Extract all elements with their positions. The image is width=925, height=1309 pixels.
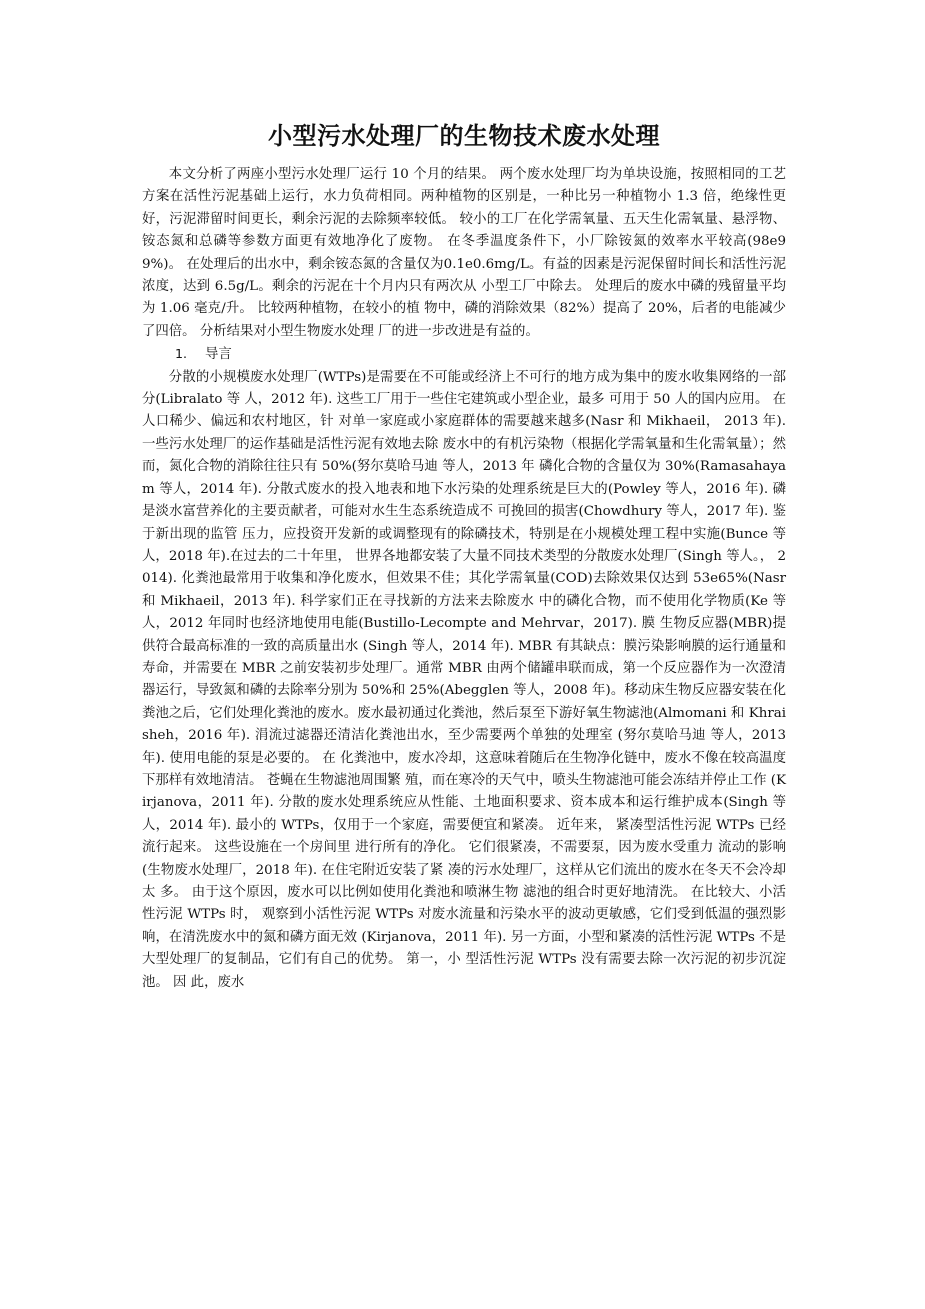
document-title: 小型污水处理厂的生物技术废水处理	[268, 121, 660, 150]
section-title: 导言	[205, 347, 232, 363]
introduction-paragraph: 分散的小规模废水处理厂(WTPs)是需要在不可能或经济上不可行的地方成为集中的废水收集网络的一部分(Libralato 等 人，2012 年). 这些工厂用于一些住宅建筑或小型企业，最多 可用于 50 人的国内应用。 在人口稀少、偏远和农村地区，针 对单一家庭或小家庭群体的需要越来越多(Nasr 和 Mikhaeil， 2013 年). 一些污水处理厂的运作基础是活性污泥有效地去除 废水中的有机污染物（根据化学需氧量和生化需氧量）；然 而，氮化合物的消除往往只有 50%(努尔莫哈马迪 等人，2013 年 磷化合物的含量仅为 30%(Ramasahayam 等人，2014 年). 分散式废水的投入地表和地下水污染的处理系统是巨大的(Powley 等人，2016 年). 磷是淡水富营养化的主要贡献者，可能对水生生态系统造成不 可挽回的损害(Chowdhury 等人，2017 年). 鉴于新出现的监管 压力，应投资开发新的或调整现有的除磷技术，特别是在小规模处理工程中实施(Bunce 等人，2018 年).在过去的二十年里， 世界各地都安装了大量不同技术类型的分散废水处理厂(Singh 等人。， 2014). 化粪池最常用于收集和净化废水，但效果不佳；其化学需氧量(COD)去除效果仅达到 53e65%(Nasr 和 Mikhaeil，2013 年). 科学家们正在寻找新的方法来去除废水 中的磷化合物，而不使用化学物质(Ke 等人，2012 年同时也经济地使用电能(Bustillo-Lecompte and Mehrvar，2017). 膜 生物反应器(MBR)提供符合最高标准的一致的高质量出水 (Singh 等人，2014 年). MBR 有其缺点：膜污染影响膜的运行通量和寿命，并需要在 MBR 之前安装初步处理厂。通常 MBR 由两个储罐串联而成，第一个反应器作为一次澄清器运行，导致氮和磷的去除率分别为 50%和 25%(Abegglen 等人，2008 年)。移动床生物反应器安装在化粪池之后，它们处理化粪池的废水。废水最初通过化粪池，然后泵至下游好氧生物滤池(Almomani 和 Khraisheh，2016 年). 涓流过滤器还清洁化粪池出水，至少需要两个单独的处理室 (努尔莫哈马迪 等人，2013 年). 使用电能的泵是必要的。 在 化粪池中，废水冷却，这意味着随后在生物净化链中，废水不像在较高温度下那样有效地清洁。 苍蝇在生物滤池周围繁 殖，而在寒冷的天气中，喷头生物滤池可能会冻结并停止工作 (Kirjanova，2011 年). 分散的废水处理系统应从性能、土地面积要求、资本成本和运行维护成本(Singh 等人，2014 年). 最小的 WTPs，仅用于一个家庭，需要便宜和紧凑。 近年来， 紧凑型活性污泥 WTPs 已经流行起来。 这些设施在一个房间里 进行所有的净化。 它们很紧凑，不需要泵，因为废水受重力 流动的影响(生物废水处理厂，2018 年). 在住宅附近安装了紧 凑的污水处理厂，这样从它们流出的废水在冬天不会冷却太 多。 由于这个原因，废水可以比例如使用化粪池和喷淋生物 滤池的组合时更好地清洗。 在比较大、小活性污泥 WTPs 时， 观察到小活性污泥 WTPs 对废水流量和污染水平的波动更敏感，它们受到低温的强烈影响，在清洗废水中的氮和磷方面无效 (Kirjanova，2011 年). 另一方面，小型和紧凑的活性污泥 WTPs 不是大型处理厂的复制品，它们有自己的优势。 第一，小 型活性污泥 WTPs 没有需要去除一次污泥的初步沉淀池。 因 此，废水	[142, 369, 786, 990]
section-heading	[142, 343, 786, 366]
section-number: 1.	[175, 346, 188, 362]
abstract-paragraph: 本文分析了两座小型污水处理厂运行 10 个月的结果。 两个废水处理厂均为单块设施，按照相同的工艺方案在活性污泥基础上运行，水力负荷相同。两种植物的区别是，一种比另一种植物小 1.3 倍，绝缘性更好，污泥滞留时间更长，剩余污泥的去除频率较低。 较小的工厂在化学需氧量、五天生化需氧量、悬浮物、铵态氮和总磷等参数方面更有效地净化了废物。 在冬季温度条件下，小厂除铵氮的效率水平较高(98e99%)。 在处理后的出水中，剩余铵态氮的含量仅为0.1e0.6mg/L。有益的因素是污泥保留时间长和活性污泥浓度，达到 6.5g/L。剩余的污泥在十个月内只有两次从 小型工厂中除去。 处理后的废水中磷的残留量平均为 1.06 毫克/升。 比较两种植物，在较小的植 物中，磷的消除效果（82%）提高了 20%，后者的电能减少了四倍。 分析结果对小型生物废水处理 厂的进一步改进是有益的。	[142, 167, 786, 339]
document-content	[142, 118, 786, 994]
